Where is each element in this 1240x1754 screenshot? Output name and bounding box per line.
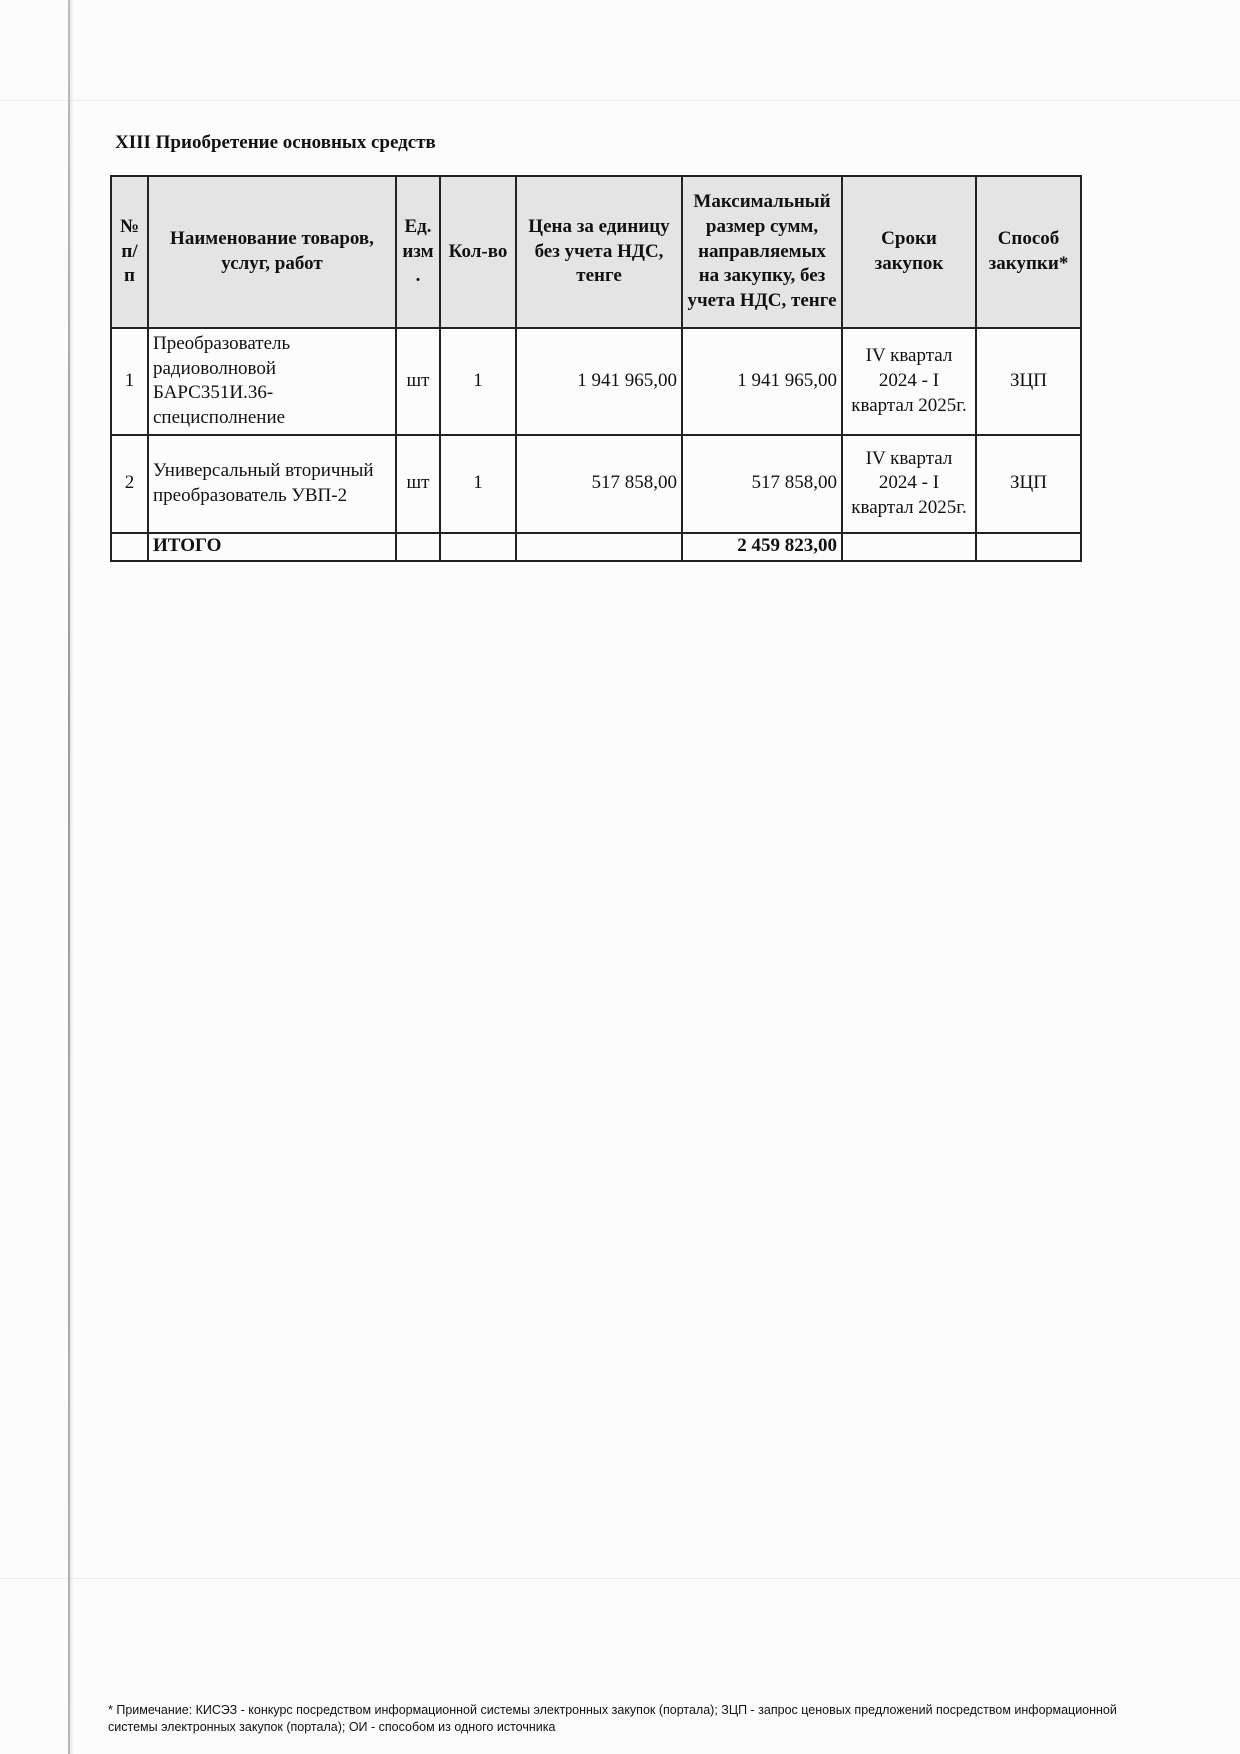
scan-artifact-line xyxy=(0,100,1240,101)
cell-name: Преобразователь радиоволновой БАРС351И.36-специсполнение xyxy=(148,328,396,435)
cell-number: 1 xyxy=(111,328,148,435)
section-title: XIII Приобретение основных средств xyxy=(115,132,436,153)
cell-max-sum: 1 941 965,00 xyxy=(682,328,842,435)
header-unit-price: Цена за единицу без учета НДС, тенге xyxy=(516,176,682,328)
cell-empty xyxy=(976,533,1081,561)
total-label: ИТОГО xyxy=(148,533,396,561)
cell-unit: шт xyxy=(396,435,440,533)
header-quantity: Кол-во xyxy=(440,176,516,328)
cell-name: Универсальный вторичный преобразователь УВП-2 xyxy=(148,435,396,533)
header-max-sum: Максимальный размер сумм, направляемых на закупку, без учета НДС, тенге xyxy=(682,176,842,328)
cell-empty xyxy=(396,533,440,561)
scan-artifact-line xyxy=(0,1578,1240,1579)
header-number: № п/п xyxy=(111,176,148,328)
cell-quantity: 1 xyxy=(440,328,516,435)
header-method: Способ закупки* xyxy=(976,176,1081,328)
cell-method: ЗЦП xyxy=(976,435,1081,533)
cell-period: IV квартал 2024 - I квартал 2025г. xyxy=(842,328,976,435)
cell-empty xyxy=(111,533,148,561)
table-row xyxy=(111,328,1081,435)
header-period: Сроки закупок xyxy=(842,176,976,328)
scan-edge-shadow xyxy=(70,0,74,1754)
cell-period: IV квартал 2024 - I квартал 2025г. xyxy=(842,435,976,533)
cell-empty xyxy=(842,533,976,561)
cell-unit: шт xyxy=(396,328,440,435)
footnote: * Примечание: КИСЭЗ - конкурс посредством информационной системы электронных закупок (портала); ЗЦП - запрос ценовых предложений посредством информационной системы электронных закупок (портала); ОИ - способом из одного источника xyxy=(108,1703,1117,1734)
header-unit: Ед. изм . xyxy=(396,176,440,328)
cell-unit-price: 1 941 965,00 xyxy=(516,328,682,435)
cell-empty xyxy=(516,533,682,561)
cell-empty xyxy=(440,533,516,561)
header-name: Наименование товаров, услуг, работ xyxy=(148,176,396,328)
table-row xyxy=(111,435,1081,533)
cell-max-sum: 517 858,00 xyxy=(682,435,842,533)
procurement-table xyxy=(110,175,1082,562)
cell-method: ЗЦП xyxy=(976,328,1081,435)
table-header-row xyxy=(111,176,1081,328)
total-max-sum: 2 459 823,00 xyxy=(682,533,842,561)
cell-number: 2 xyxy=(111,435,148,533)
cell-unit-price: 517 858,00 xyxy=(516,435,682,533)
cell-quantity: 1 xyxy=(440,435,516,533)
total-row xyxy=(111,533,1081,561)
